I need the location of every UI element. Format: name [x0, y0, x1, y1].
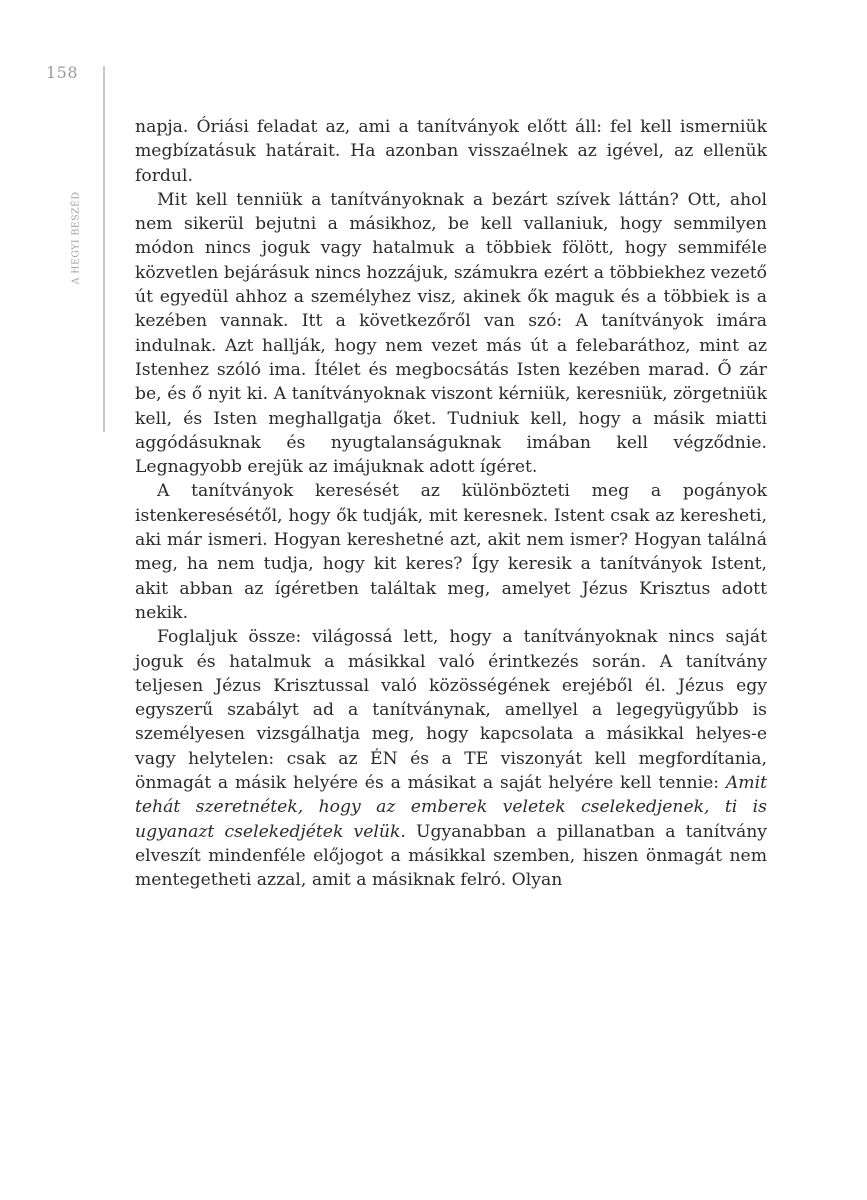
paragraph: napja. Óriási feladat az, ami a tanítványok előtt áll: fel kell ismerniük megbízatásuk határait. Ha azonban visszaélnek az igével, az ellenük fordul.	[135, 117, 767, 186]
paragraph	[135, 625, 767, 892]
quotation-italic: Amit tehát szeretnétek, hogy az emberek veletek cselekedjenek, ti is ugyanazt cselekedjétek velük.	[135, 773, 767, 842]
running-head: A HEGYI BESZÉD	[70, 191, 82, 285]
body-text	[135, 115, 767, 893]
paragraph: Mit kell tenniük a tanítványoknak a bezárt szívek láttán? Ott, ahol nem sikerül bejutni a másikhoz, be kell vallaniuk, hogy semmilyen módon nincs joguk vagy hatalmuk a többiek fölött, hogy semmiféle közvetlen bejárásuk nincs hozzájuk, számukra ezért a többiekhez vezető út egyedül ahhoz a személyhez visz, akinek ők maguk és a többiek is a kezében vannak. Itt a következőről van szó: A tanítványok imára indulnak. Azt hallják, hogy nem vezet más út a felebaráthoz, mint az Istenhez szóló ima. Ítélet és megbocsátás Isten kezében marad. Ő zár be, és ő nyit ki. A tanítványoknak viszont kérniük, keresniük, zörgetniük kell, és Isten meghallgatja őket. Tudniuk kell, hogy a másik miatti aggódásuknak és nyugtalanságuknak imában kell végződnie. Legnagyobb erejük az imájuknak adott ígéret.	[135, 189, 767, 478]
margin-rule	[103, 66, 105, 432]
paragraph-text: Ugyanabban a pillanatban a tanítvány elveszít mindenféle előjogot a másikkal szemben, hiszen önmagát nem mentegetheti azzal, amit a másiknak felró. Olyan	[135, 821, 767, 891]
paragraph: A tanítványok keresését az különbözteti meg a pogányok istenkeresésétől, hogy ők tudják, mit keresnek. Istent csak az keresheti, aki már ismeri. Hogyan kereshetné azt, akit nem ismer? Hogyan találná meg, ha nem tudja, hogy kit keres? Így keresik a tanítványok Istent, akit abban az ígéretben találtak meg, amelyet Jézus Krisztus adott nekik.	[135, 481, 767, 623]
paragraph-text: Foglaljuk össze: világossá lett, hogy a tanítványoknak nincs saját joguk és hatalmuk a másikkal való érintkezés során. A tanítvány teljesen Jézus Krisztussal való közösségének erejéből él. Jézus egy egyszerű szabályt ad a tanítványnak, amellyel a legegyügyűbb is személyesen vizsgálhatja meg, hogy kapcsolata a másikkal helyes-e vagy helytelen: csak az ÉN és a TE viszonyát kell megfordítania, önmagát a másik helyére és a másikat a saját helyére kell tennie:	[135, 627, 767, 794]
page-number: 158	[46, 63, 79, 82]
